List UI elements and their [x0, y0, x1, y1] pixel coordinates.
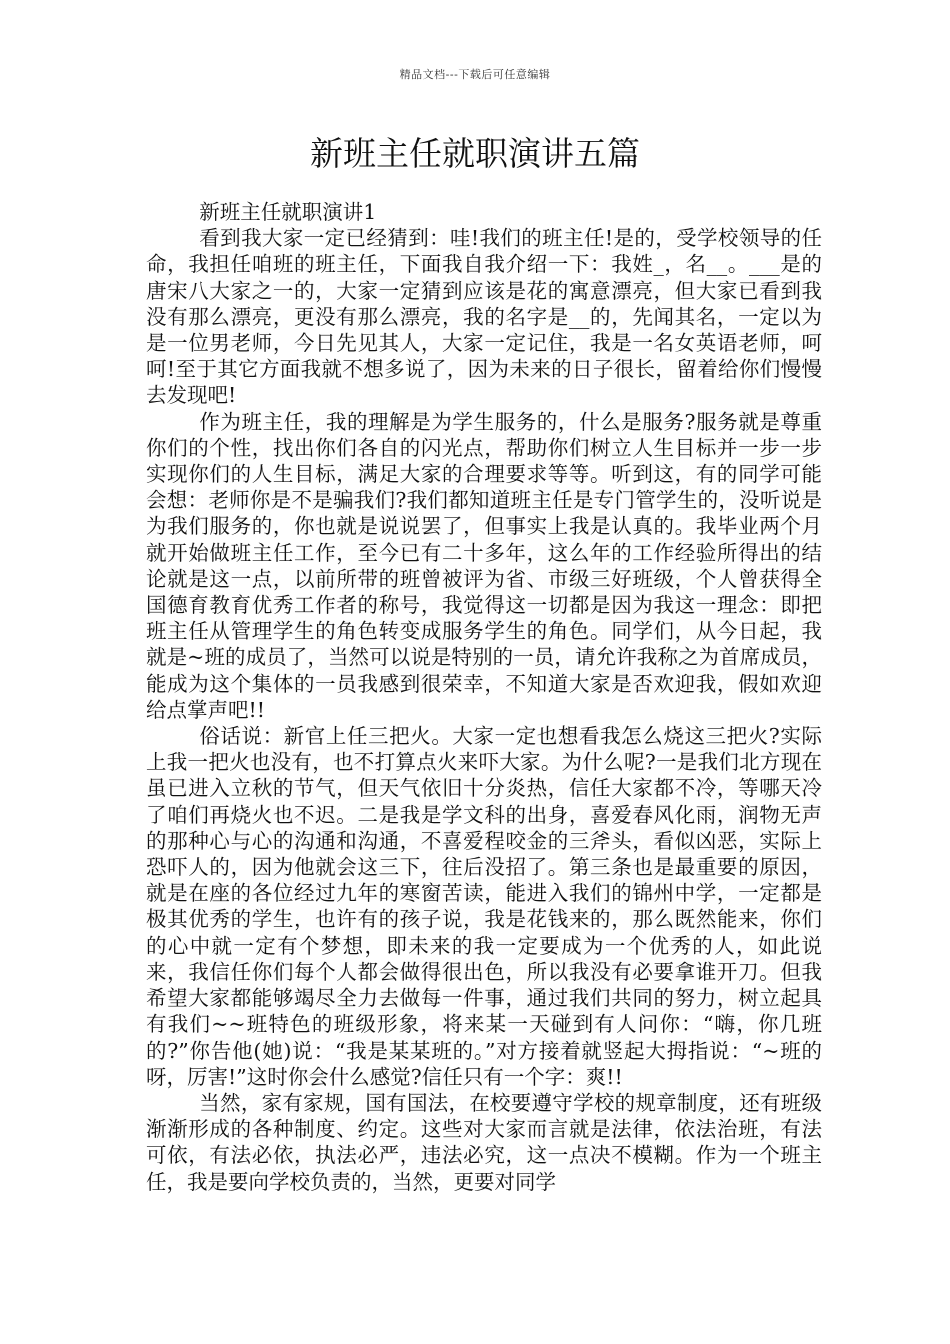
- document-body: [146, 199, 822, 1195]
- paragraph: 作为班主任，我的理解是为学生服务的，什么是服务?服务就是尊重你们的个性，找出你们各自的闪光点，帮助你们树立人生目标并一步一步实现你们的人生目标，满足大家的合理要求等等。听到这，有的同学可能会想：老师你是不是骗我们?我们都知道班主任是专门管学生的，没听说是为我们服务的，你也就是说说罢了，但事实上我是认真的。我毕业两个月就开始做班主任工作，至今已有二十多年，这么年的工作经验所得出的结论就是这一点，以前所带的班曾被评为省、市级三好班级，个人曾获得全国德育教育优秀工作者的称号，我觉得这一切都是因为我这一理念：即把班主任从管理学生的角色转变成服务学生的角色。同学们，从今日起，我就是~班的成员了，当然可以说是特别的一员，请允许我称之为首席成员，能成为这个集体的一员我感到很荣幸，不知道大家是否欢迎我，假如欢迎给点掌声吧!!: [146, 409, 822, 722]
- paragraph: 当然，家有家规，国有国法，在校要遵守学校的规章制度，还有班级渐渐形成的各种制度、约定。这些对大家而言就是法律，依法治班，有法可依，有法必依，执法必严，违法必究，这一点决不模糊。作为一个班主任，我是要向学校负责的，当然，更要对同学: [146, 1090, 822, 1194]
- header-note: 精品文档---下载后可任意编辑: [399, 68, 551, 81]
- document-title: 新班主任就职演讲五篇: [310, 134, 640, 173]
- section-heading: 新班主任就职演讲1: [199, 200, 377, 224]
- paragraph: 俗话说：新官上任三把火。大家一定也想看我怎么烧这三把火?实际上我一把火也没有，也不打算点火来吓大家。为什么呢?一是我们北方现在虽已进入立秋的节气，但天气依旧十分炎热，信任大家都不冷，等哪天冷了咱们再烧火也不迟。二是我是学文科的出身，喜爱春风化雨，润物无声的那种心与心的沟通和沟通，不喜爱程咬金的三斧头，看似凶恶，实际上恐吓人的，因为他就会这三下，往后没招了。第三条也是最重要的原因，就是在座的各位经过九年的寒窗苦读，能进入我们的锦州中学，一定都是极其优秀的学生，也许有的孩子说，我是花钱来的，那么既然能来，你们的心中就一定有个梦想，即未来的我一定要成为一个优秀的人，如此说来，我信任你们每个人都会做得很出色，所以我没有必要拿谁开刀。但我希望大家都能够竭尽全力去做每一件事，通过我们共同的努力，树立起具有我们~~班特色的班级形象，将来某一天碰到有人问你：“嗨，你几班的?”你告他(她)说：“我是某某班的。”对方接着就竖起大拇指说：“~班的呀，厉害!”这时你会什么感觉?信任只有一个字：爽!!: [146, 724, 822, 1089]
- paragraph: 看到我大家一定已经猜到：哇!我们的班主任!是的，受学校领导的任命，我担任咱班的班主任，下面我自我介绍一下：我姓_，名__。___是的唐宋八大家之一的，大家一定猜到应该是花的寓意漂亮，但大家已看到我没有那么漂亮，更没有那么漂亮，我的名字是__的，先闻其名，一定以为是一位男老师，今日先见其人，大家一定记住，我是一名女英语老师，呵呵!至于其它方面我就不想多说了，因为未来的日子很长，留着给你们慢慢去发现吧!: [146, 226, 822, 408]
